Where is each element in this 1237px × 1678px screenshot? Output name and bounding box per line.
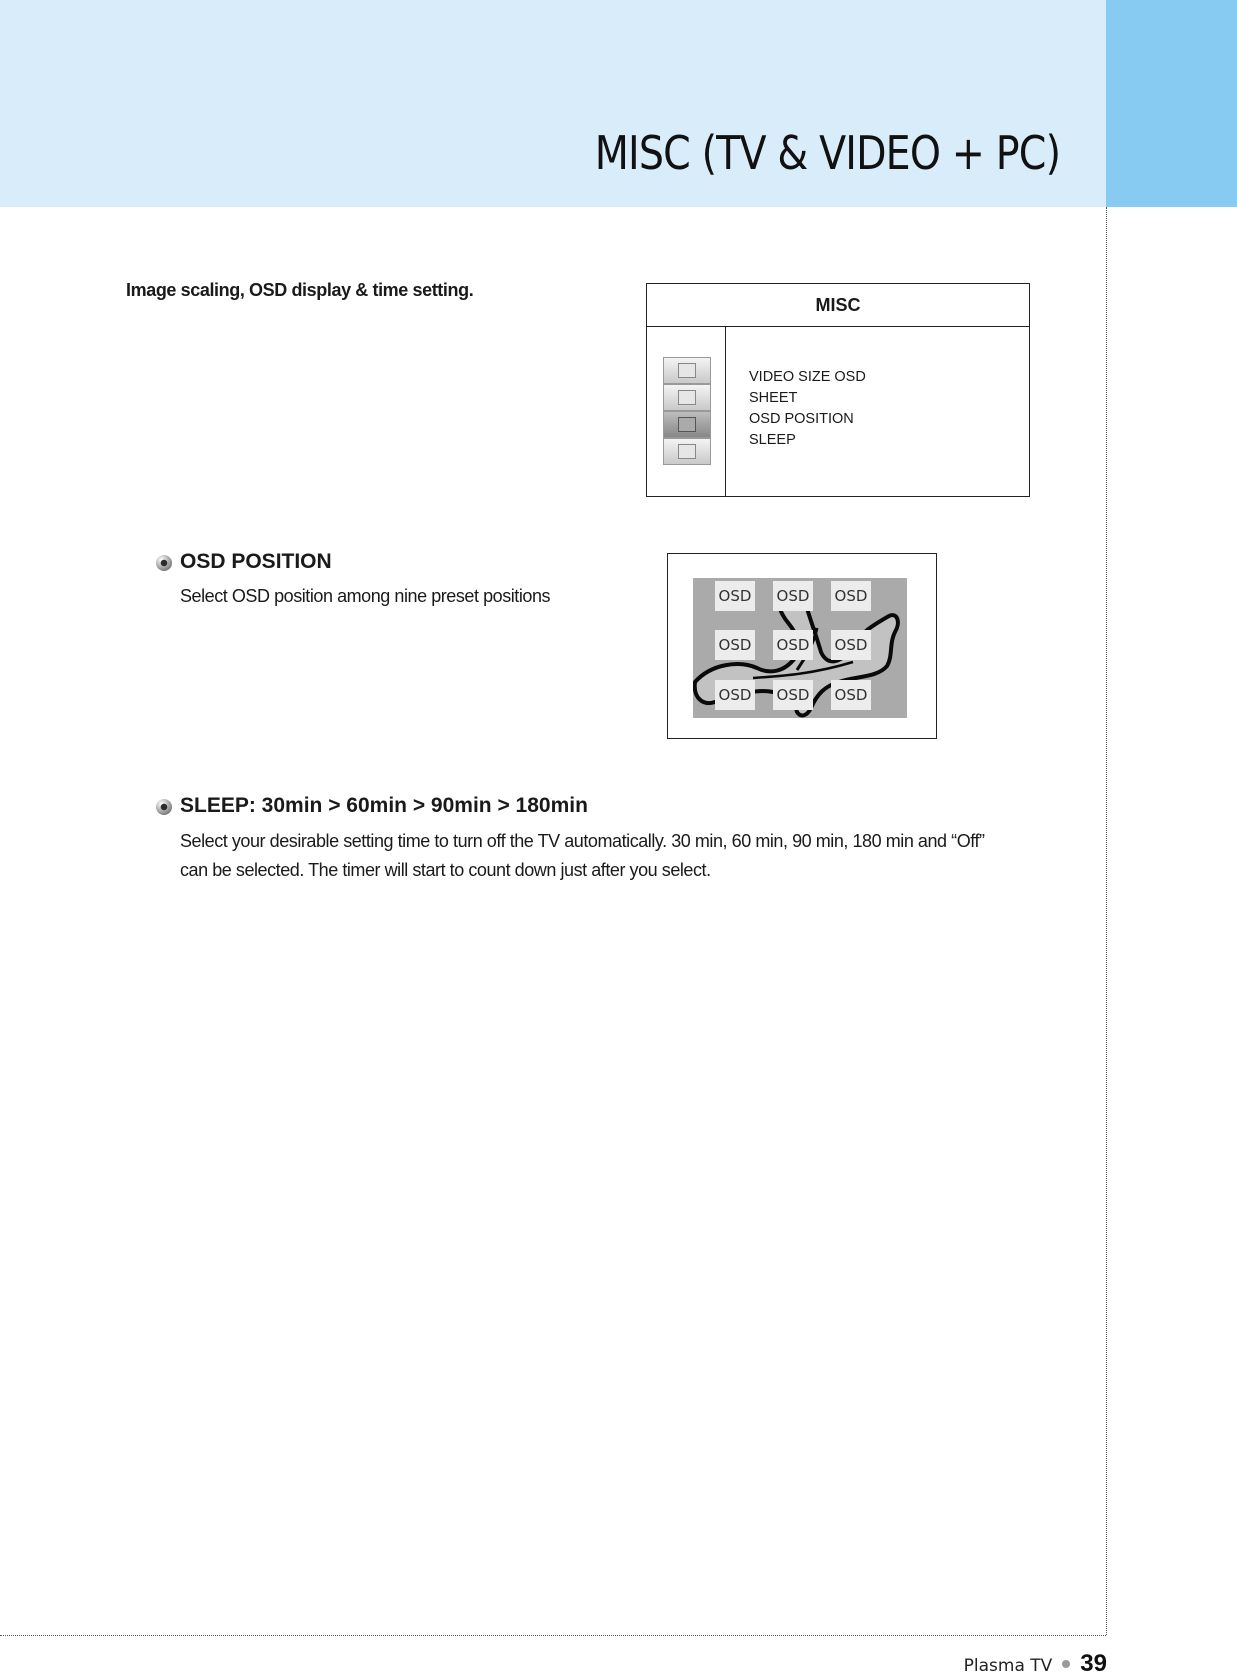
osd-label-bottom-right: OSD — [831, 680, 871, 710]
osd-label-middle-center: OSD — [773, 630, 813, 660]
osd-label-middle-right: OSD — [831, 630, 871, 660]
sleep-text-line2: can be selected. The timer will start to count down just after you select. — [180, 860, 711, 880]
menu-item: SHEET — [749, 390, 798, 406]
sleep-text-line1: Select your desirable setting time to turn off the TV automatically. 30 min, 60 min, 90 min, 180 min and “Off” — [180, 831, 985, 851]
menu-icon-column — [647, 327, 726, 497]
page-title: MISC (TV & VIDEO + PC) — [594, 126, 1060, 180]
osd-preview-screen — [693, 578, 907, 718]
osd-position-diagram — [667, 553, 937, 739]
intro-text: Image scaling, OSD display & time setting. — [126, 280, 474, 300]
osd-label-bottom-center: OSD — [773, 680, 813, 710]
osd-label-bottom-left: OSD — [715, 680, 755, 710]
menu-item: SLEEP — [749, 432, 796, 448]
bullet-icon — [156, 799, 172, 815]
osd-label-middle-left: OSD — [715, 630, 755, 660]
header-side-tab — [1106, 0, 1237, 207]
menu-item: VIDEO SIZE OSD — [749, 369, 866, 385]
menu-body — [647, 327, 1029, 497]
osd-label-top-center: OSD — [773, 581, 813, 611]
misc-menu-screenshot — [646, 283, 1030, 497]
footer-dot-icon — [1062, 1660, 1070, 1668]
page-number: 39 — [1080, 1650, 1107, 1677]
monitor-icon — [663, 357, 711, 384]
osd-position-text: Select OSD position among nine preset positions — [180, 586, 551, 606]
osd-label-top-right: OSD — [831, 581, 871, 611]
osd-position-heading: OSD POSITION — [180, 550, 332, 573]
setup-icon — [663, 438, 711, 465]
vertical-dotted-divider — [1106, 207, 1107, 1635]
footer-brand: Plasma TV — [963, 1656, 1053, 1676]
speaker-icon — [663, 384, 711, 411]
sleep-heading: SLEEP: 30min > 60min > 90min > 180min — [180, 794, 588, 817]
menu-item: OSD POSITION — [749, 411, 854, 427]
misc-icon — [663, 411, 711, 438]
bullet-icon — [156, 555, 172, 571]
horizontal-dotted-divider — [0, 1635, 1106, 1636]
osd-label-top-left: OSD — [715, 581, 755, 611]
menu-title: MISC — [647, 284, 1029, 327]
menu-item-list — [749, 367, 866, 451]
